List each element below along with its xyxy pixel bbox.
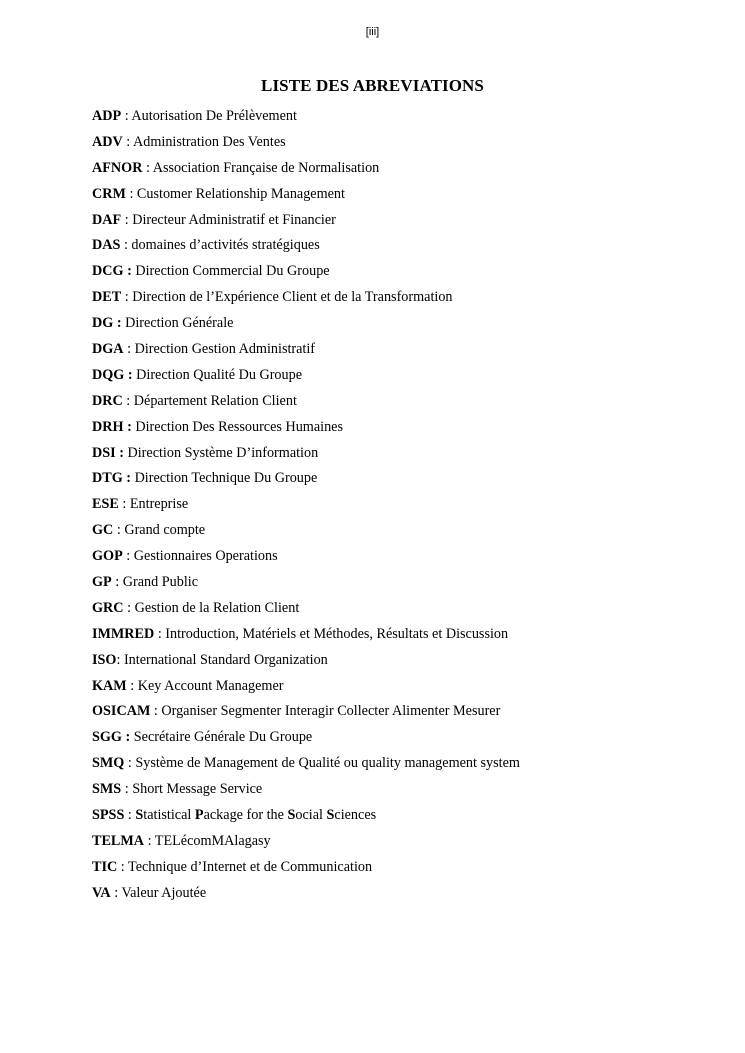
abbreviation-entry (92, 547, 712, 573)
abbreviation-entry (92, 521, 712, 547)
abbreviation-term: DCG : (92, 263, 132, 280)
abbreviation-definition: : Grand Public (111, 574, 198, 591)
abbreviation-term: S (135, 807, 144, 824)
page-title: LISTE DES ABREVIATIONS (261, 76, 484, 95)
abbreviation-definition: : Département Relation Client (122, 392, 297, 409)
abbreviation-definition: : Technique d’Internet et de Communication (117, 858, 373, 875)
abbreviation-entry (92, 444, 712, 470)
abbreviation-term: DRC (92, 392, 123, 409)
abbreviation-entry (92, 288, 712, 314)
abbreviation-term: VA (92, 884, 111, 901)
abbreviation-definition: : Autorisation De Prélèvement (121, 108, 297, 124)
abbreviation-definition: Direction Système D’information (123, 444, 319, 461)
page-number: [iii] (365, 26, 380, 38)
abbreviation-term: DAS (92, 237, 121, 254)
abbreviation-entry (92, 599, 712, 625)
abbreviation-entry (92, 858, 712, 884)
abbreviation-definition: : Administration Des Ventes (122, 133, 286, 150)
abbreviation-entry (92, 159, 712, 185)
abbreviation-term: OSICAM (92, 703, 151, 720)
abbreviation-entry (92, 185, 712, 211)
abbreviation-term: DAF (92, 211, 122, 228)
abbreviation-entry (92, 366, 712, 392)
abbreviation-entry (92, 495, 712, 521)
abbreviation-definition: : Introduction, Matériels et Méthodes, Résultats et Discussion (154, 625, 509, 642)
abbreviation-definition: Direction Technique Du Groupe (131, 470, 318, 487)
abbreviation-term: ADV (92, 133, 123, 150)
abbreviation-term: SMS (92, 781, 122, 798)
abbreviation-term: DRH : (92, 418, 132, 435)
abbreviation-entry (92, 754, 712, 780)
abbreviation-term: GOP (92, 548, 123, 565)
abbreviation-term: DTG : (92, 470, 132, 487)
abbreviation-term: DET (92, 289, 122, 306)
abbreviation-term: SPSS (92, 807, 125, 824)
abbreviation-term: ISO (92, 651, 117, 668)
abbreviation-definition: Direction Commercial Du Groupe (131, 263, 330, 280)
abbreviation-definition: : Gestion de la Relation Client (123, 599, 300, 616)
abbreviation-definition: : TELécomMAlagasy (144, 832, 271, 849)
abbreviation-entry (92, 211, 712, 237)
abbreviation-definition: Direction Qualité Du Groupe (132, 366, 303, 383)
abbreviation-entry (92, 625, 712, 651)
abbreviation-entry (92, 806, 712, 832)
abbreviation-definition: : Entreprise (118, 496, 189, 513)
abbreviation-definition: tatistical (143, 807, 195, 824)
abbreviation-term: SMQ (92, 755, 125, 772)
abbreviation-entry (92, 392, 712, 418)
abbreviation-entry (92, 236, 712, 262)
abbreviation-entry (92, 133, 712, 159)
abbreviation-term: S (287, 807, 296, 824)
abbreviation-definition: : Key Account Managemer (126, 677, 284, 694)
abbreviation-definition: : Organiser Segmenter Interagir Collecter Alimenter Mesurer (150, 703, 501, 720)
abbreviation-term: DGA (92, 341, 124, 358)
abbreviation-entry (92, 702, 712, 728)
abbreviation-term: DG : (92, 315, 122, 332)
abbreviation-term: DQG : (92, 366, 133, 383)
abbreviation-entry (92, 107, 712, 133)
abbreviation-term: TIC (92, 858, 118, 875)
abbreviation-entry (92, 340, 712, 366)
abbreviation-definition: : International Standard Organization (116, 651, 328, 668)
abbreviation-definition: : Association Française de Normalisation (142, 159, 380, 176)
abbreviation-entry (92, 469, 712, 495)
abbreviation-term: GRC (92, 599, 124, 616)
abbreviation-entry (92, 728, 712, 754)
abbreviation-term: IMMRED (92, 625, 155, 642)
abbreviation-list (92, 107, 712, 910)
abbreviation-term: CRM (92, 185, 126, 202)
abbreviation-definition: : (124, 807, 136, 824)
abbreviation-term: DSI : (92, 444, 124, 461)
abbreviation-definition: : Direction de l’Expérience Client et de la Transformation (121, 289, 453, 306)
abbreviation-term: ADP (92, 108, 122, 124)
abbreviation-entry (92, 832, 712, 858)
abbreviation-entry (92, 677, 712, 703)
abbreviation-term: GP (92, 574, 112, 591)
abbreviation-definition: : Gestionnaires Operations (122, 548, 278, 565)
abbreviation-term: S (326, 807, 335, 824)
abbreviation-term: TELMA (92, 832, 145, 849)
abbreviation-definition: : domaines d’activités stratégiques (120, 237, 320, 254)
abbreviation-entry (92, 314, 712, 340)
abbreviation-definition: : Customer Relationship Management (125, 185, 345, 202)
abbreviation-definition: ocial (295, 807, 327, 824)
abbreviation-entry (92, 573, 712, 599)
abbreviation-term: GC (92, 522, 114, 539)
abbreviation-definition: : Direction Gestion Administratif (123, 341, 316, 358)
abbreviation-term: P (194, 807, 204, 824)
abbreviation-definition: ackage for the (203, 807, 288, 824)
abbreviation-definition: Direction Des Ressources Humaines (131, 418, 343, 435)
abbreviation-definition: : Directeur Administratif et Financier (121, 211, 336, 228)
abbreviation-definition: Direction Générale (121, 315, 234, 332)
abbreviation-term: KAM (92, 677, 127, 694)
abbreviation-entry (92, 262, 712, 288)
abbreviation-entry (92, 780, 712, 806)
abbreviation-entry (92, 651, 712, 677)
abbreviation-definition: : Grand compte (113, 522, 206, 539)
abbreviation-definition: : Valeur Ajoutée (110, 884, 207, 901)
abbreviation-definition: : Système de Management de Qualité ou quality management system (124, 755, 520, 772)
abbreviation-definition: : Short Message Service (121, 781, 263, 798)
abbreviation-term: ESE (92, 496, 119, 513)
abbreviation-definition: Secrétaire Générale Du Groupe (130, 729, 313, 746)
abbreviation-term: AFNOR (92, 159, 143, 176)
abbreviation-term: SGG : (92, 729, 131, 746)
abbreviation-definition: ciences (334, 807, 377, 824)
abbreviation-entry (92, 884, 712, 910)
abbreviation-entry (92, 418, 712, 444)
